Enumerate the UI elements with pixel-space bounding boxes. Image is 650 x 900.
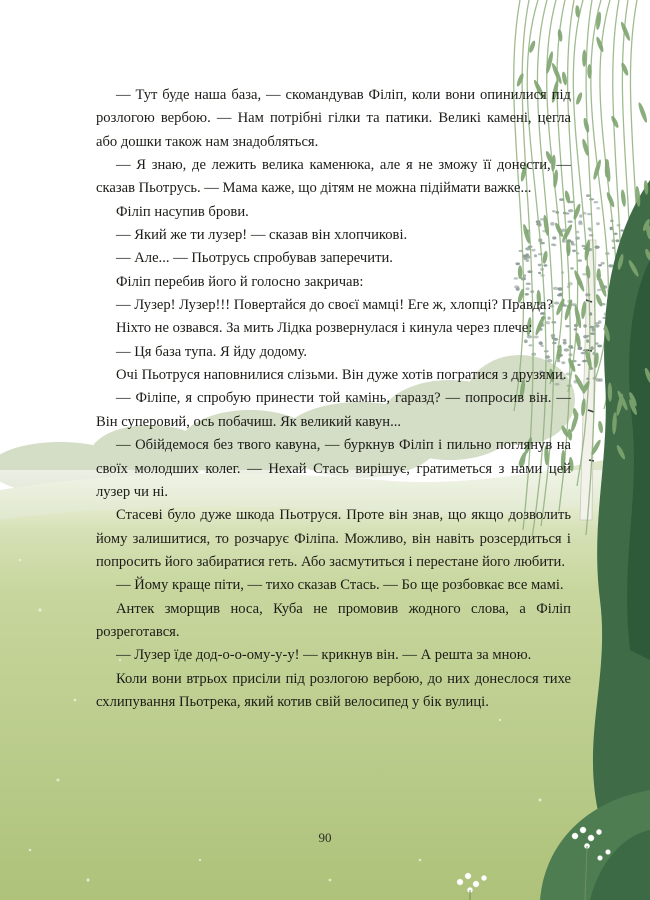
story-text (96, 84, 571, 714)
story-paragraph: Очі Пьотруся наповнилися слізьми. Він дуже хотів погратися з друзями. (116, 367, 567, 384)
story-paragraph: Антек зморщив носа, Куба не промовив жодного слова, а Філіп розреготався. (96, 600, 571, 640)
story-paragraph: — Обійдемося без твого кавуна, — буркнув Філіп і пильно поглянув на своїх молодших колег. — Нехай Стась вирішує, гратиметься з нами цей лузер чи ні. (96, 437, 571, 500)
story-paragraph: — Ця база тупа. Я йду додому. (116, 343, 308, 360)
story-paragraph: — Тут буде наша база, — скомандував Філіп, коли вони опинилися під розлогою вербою. — Нам потрібні гілки та патики. Великі камені, цегла або дошки також нам знадобляться. (96, 87, 571, 150)
story-paragraph: — Лузер їде дод-о-о-ому-у-у! — крикнув він. — А решта за мною. (116, 647, 532, 664)
story-paragraph: Коли вони втрьох присіли під розлогою вербою, до них донеслося тихе схлипування Пьотрека, який котив свій велосипед у бік вулиці. (96, 670, 571, 710)
story-paragraph: — Лузер! Лузер!!! Повертайся до своєї мамці! Еге ж, хлопці? Правда? (116, 297, 553, 314)
story-paragraph: — Філіпе, я спробую принести той камінь, гаразд? — попросив він. — Він суперовий, ось побачиш. Як великий кавун... (96, 390, 571, 430)
story-paragraph: — Я знаю, де лежить велика каменюка, але я не зможу її донести, — сказав Пьотрусь. — Мама каже, що дітям не можна підіймати важке... (96, 157, 571, 197)
page-number: 90 (318, 830, 332, 845)
story-paragraph: Ніхто не озвався. За мить Лідка розвернулася і кинула через плече: (116, 320, 533, 337)
story-paragraph: Філіп насупив брови. (116, 203, 249, 220)
story-paragraph: Філіп перебив його й голосно закричав: (116, 273, 364, 290)
story-paragraph: — Йому краще піти, — тихо сказав Стась. — Бо ще розбовкає все мамі. (116, 577, 564, 594)
story-paragraph: Стасеві було дуже шкода Пьотруся. Проте він знав, що якщо дозволить йому залишитися, то розчарує Філіпа. Можливо, він навіть розсердиться і попросить його забиратися геть. Або засмутиться і перестане його любити. (96, 507, 571, 570)
story-paragraph: — Але... — Пьотрусь спробував заперечити. (116, 250, 393, 267)
story-paragraph: — Який же ти лузер! — сказав він хлопчикові. (116, 227, 408, 244)
